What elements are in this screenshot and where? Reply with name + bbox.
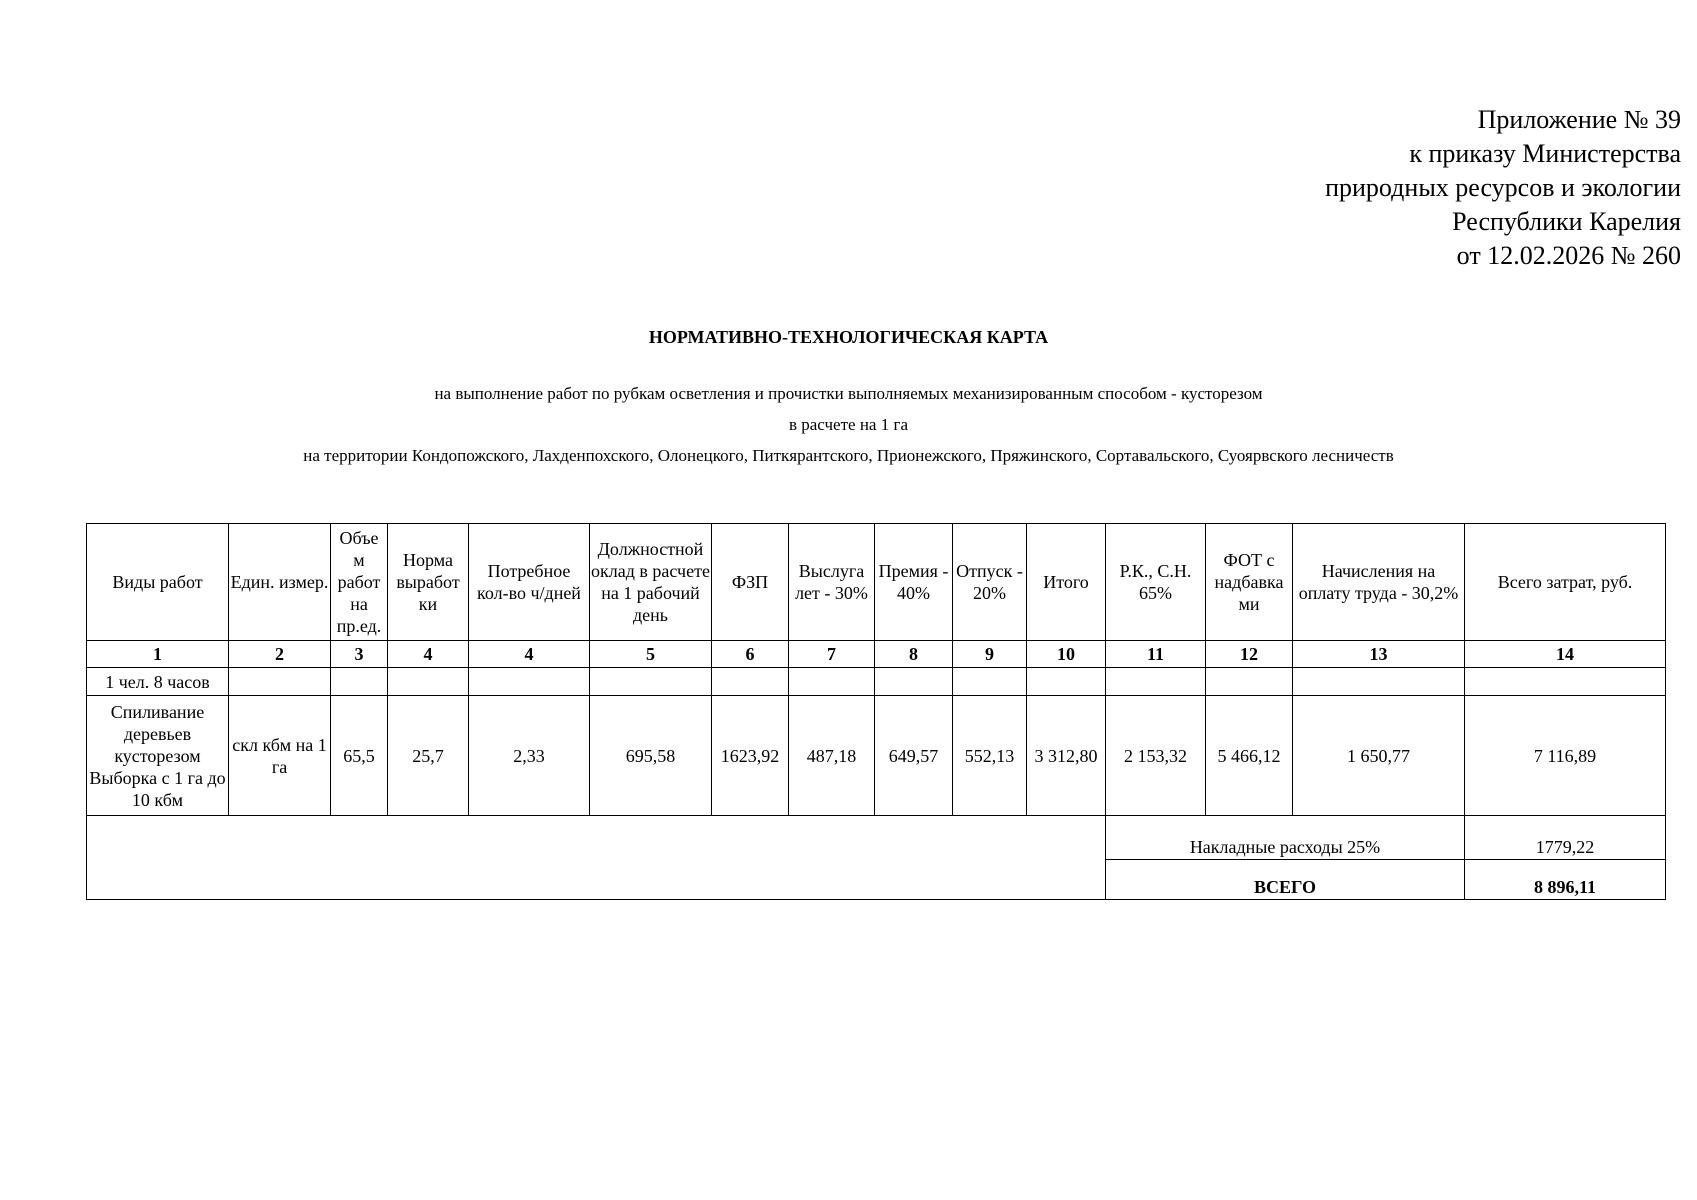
empty-cell xyxy=(388,668,469,696)
grand-total-value: 8 896,11 xyxy=(1465,860,1666,900)
empty-cell xyxy=(1206,668,1293,696)
appendix-line-5: от 12.02.2026 № 260 xyxy=(1456,241,1681,270)
document-subtitle-1: на выполнение работ по рубкам осветления и прочистки выполняемых механизированным способом - кусторезом xyxy=(434,384,1263,403)
seniority-cell: 487,18 xyxy=(789,696,875,816)
header-cell: Объе м работ на пр.ед. xyxy=(331,524,388,641)
man-days-cell: 2,33 xyxy=(469,696,590,816)
document-title: НОРМАТИВНО-ТЕХНОЛОГИЧЕСКАЯ КАРТА xyxy=(648,327,1049,347)
table-row xyxy=(87,696,1666,816)
regional-coefficient-cell: 2 153,32 xyxy=(1106,696,1206,816)
column-number-row xyxy=(87,641,1666,668)
header-cell: ФЗП xyxy=(712,524,789,641)
empty-cell xyxy=(1106,668,1206,696)
column-number: 6 xyxy=(712,641,789,668)
header-cell: Премия - 40% xyxy=(875,524,953,641)
overhead-value: 1779,22 xyxy=(1465,816,1666,860)
appendix-header xyxy=(1121,103,1681,273)
column-number: 4 xyxy=(469,641,590,668)
header-cell: Отпуск - 20% xyxy=(953,524,1027,641)
column-number: 1 xyxy=(87,641,229,668)
header-cell: Норма выработ ки xyxy=(388,524,469,641)
workforce-note-row xyxy=(87,668,1666,696)
empty-cell xyxy=(1027,668,1106,696)
overhead-row xyxy=(87,816,1666,860)
empty-cell xyxy=(875,668,953,696)
column-number: 11 xyxy=(1106,641,1206,668)
total-cost-cell: 7 116,89 xyxy=(1465,696,1666,816)
vacation-cell: 552,13 xyxy=(953,696,1027,816)
overhead-label: Накладные расходы 25% xyxy=(1106,816,1465,860)
header-cell: Потребное кол-во ч/дней xyxy=(469,524,590,641)
column-number: 13 xyxy=(1293,641,1465,668)
empty-cell xyxy=(1293,668,1465,696)
header-cell: Виды работ xyxy=(87,524,229,641)
header-cell: Начисления на оплату труда - 30,2% xyxy=(1293,524,1465,641)
column-number: 2 xyxy=(229,641,331,668)
empty-cell xyxy=(712,668,789,696)
header-cell: Должностной оклад в расчете на 1 рабочий день xyxy=(590,524,712,641)
document-subtitle-2: в расчете на 1 га xyxy=(788,415,908,434)
wage-fund-cell: 1623,92 xyxy=(712,696,789,816)
appendix-line-2: к приказу Министерства xyxy=(1409,139,1681,168)
header-cell: Итого xyxy=(1027,524,1106,641)
work-type-cell: Спиливание деревьев кусторезом Выборка с 1 га до 10 кбм xyxy=(87,696,229,816)
column-number: 10 xyxy=(1027,641,1106,668)
header-cell: Выслуга лет - 30% xyxy=(789,524,875,641)
volume-cell: 65,5 xyxy=(331,696,388,816)
appendix-line-3: природных ресурсов и экологии xyxy=(1325,173,1681,202)
footer-blank-area xyxy=(87,816,1106,900)
header-row xyxy=(87,524,1666,641)
cost-table xyxy=(86,523,1666,900)
appendix-line-4: Республики Карелия xyxy=(1452,207,1681,236)
empty-cell xyxy=(229,668,331,696)
column-number: 14 xyxy=(1465,641,1666,668)
column-number: 8 xyxy=(875,641,953,668)
daily-salary-cell: 695,58 xyxy=(590,696,712,816)
subtotal-cell: 3 312,80 xyxy=(1027,696,1106,816)
document-subtitle-3: на территории Кондопожского, Лахденпохского, Олонецкого, Питкярантского, Прионежского, Пряжинского, Сортавальского, Суоярвского лесничеств xyxy=(303,446,1394,465)
empty-cell xyxy=(789,668,875,696)
header-cell: ФОТ с надбавка ми xyxy=(1206,524,1293,641)
column-number: 3 xyxy=(331,641,388,668)
appendix-line-1: Приложение № 39 xyxy=(1477,105,1681,134)
column-number: 4 xyxy=(388,641,469,668)
header-cell: Р.К., С.Н. 65% xyxy=(1106,524,1206,641)
column-number: 12 xyxy=(1206,641,1293,668)
empty-cell xyxy=(1465,668,1666,696)
workforce-note: 1 чел. 8 часов xyxy=(87,668,229,696)
output-norm-cell: 25,7 xyxy=(388,696,469,816)
empty-cell xyxy=(953,668,1027,696)
bonus-cell: 649,57 xyxy=(875,696,953,816)
payroll-charges-cell: 1 650,77 xyxy=(1293,696,1465,816)
column-number: 7 xyxy=(789,641,875,668)
header-cell: Всего затрат, руб. xyxy=(1465,524,1666,641)
column-number: 9 xyxy=(953,641,1027,668)
payroll-cell: 5 466,12 xyxy=(1206,696,1293,816)
grand-total-label: ВСЕГО xyxy=(1106,860,1465,900)
empty-cell xyxy=(590,668,712,696)
header-cell: Един. измер. xyxy=(229,524,331,641)
unit-cell: скл кбм на 1 га xyxy=(229,696,331,816)
empty-cell xyxy=(469,668,590,696)
empty-cell xyxy=(331,668,388,696)
column-number: 5 xyxy=(590,641,712,668)
